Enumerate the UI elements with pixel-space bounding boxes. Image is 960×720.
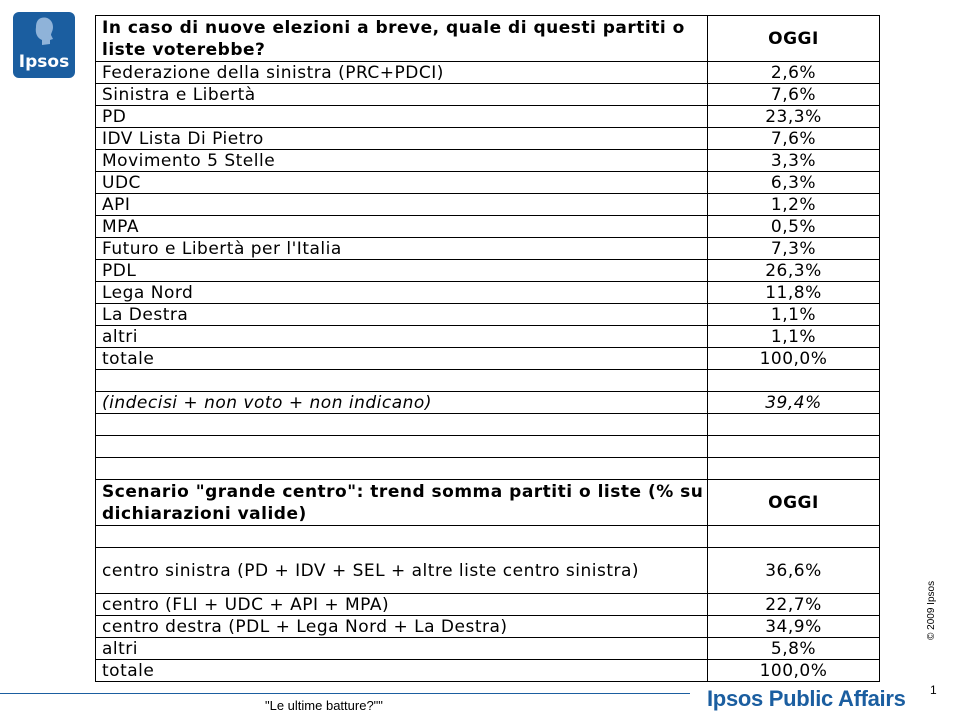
row-value: 11,8% bbox=[708, 282, 880, 304]
row-value: 100,0% bbox=[708, 348, 880, 370]
row-value: 36,6% bbox=[708, 548, 880, 594]
row-label: UDC bbox=[96, 172, 708, 194]
row-label: PD bbox=[96, 106, 708, 128]
table-row bbox=[96, 548, 880, 594]
table-row-total bbox=[96, 348, 880, 370]
table1-column-header: OGGI bbox=[708, 16, 880, 62]
row-label: Federazione della sinistra (PRC+PDCI) bbox=[96, 62, 708, 84]
empty-row bbox=[96, 526, 880, 548]
row-label: PDL bbox=[96, 260, 708, 282]
table-row bbox=[96, 616, 880, 638]
row-value: 7,3% bbox=[708, 238, 880, 260]
table-row bbox=[96, 84, 880, 106]
row-label: IDV Lista Di Pietro bbox=[96, 128, 708, 150]
table-row bbox=[96, 150, 880, 172]
table-row bbox=[96, 638, 880, 660]
row-value: 5,8% bbox=[708, 638, 880, 660]
table-row bbox=[96, 260, 880, 282]
head-profile-icon bbox=[33, 16, 55, 46]
row-value: 3,3% bbox=[708, 150, 880, 172]
row-label: La Destra bbox=[96, 304, 708, 326]
row-label: centro destra (PDL + Lega Nord + La Destra) bbox=[96, 616, 708, 638]
row-value: 1,2% bbox=[708, 194, 880, 216]
table-row bbox=[96, 304, 880, 326]
table-row-total bbox=[96, 660, 880, 682]
footer-title: "Le ultime batture?"" bbox=[265, 698, 383, 713]
table-row bbox=[96, 216, 880, 238]
row-label: totale bbox=[96, 348, 708, 370]
undecided-row bbox=[96, 392, 880, 414]
row-value: 2,6% bbox=[708, 62, 880, 84]
table1-header-row bbox=[96, 16, 880, 62]
row-value: 7,6% bbox=[708, 84, 880, 106]
undecided-value: 39,4% bbox=[708, 392, 880, 414]
copyright-notice: © 2009 Ipsos bbox=[926, 580, 937, 640]
page-number: 1 bbox=[930, 683, 937, 697]
table-row bbox=[96, 62, 880, 84]
row-value: 26,3% bbox=[708, 260, 880, 282]
empty-row bbox=[96, 458, 880, 480]
row-label: MPA bbox=[96, 216, 708, 238]
brand-name: Ipsos Public Affairs bbox=[707, 686, 906, 711]
table2-question: Scenario "grande centro": trend somma partiti o liste (% su dichiarazioni valide) bbox=[96, 480, 708, 526]
empty-row bbox=[96, 370, 880, 392]
table-row bbox=[96, 282, 880, 304]
row-label: Futuro e Libertà per l'Italia bbox=[96, 238, 708, 260]
row-value: 23,3% bbox=[708, 106, 880, 128]
table2-column-header: OGGI bbox=[708, 480, 880, 526]
row-label: totale bbox=[96, 660, 708, 682]
row-value: 1,1% bbox=[708, 326, 880, 348]
row-value: 34,9% bbox=[708, 616, 880, 638]
row-value: 100,0% bbox=[708, 660, 880, 682]
row-value: 7,6% bbox=[708, 128, 880, 150]
table1-question: In caso di nuove elezioni a breve, quale di questi partiti o liste voterebbe? bbox=[96, 16, 708, 62]
row-label: API bbox=[96, 194, 708, 216]
row-label: centro (FLI + UDC + API + MPA) bbox=[96, 594, 708, 616]
logo-text: Ipsos bbox=[18, 52, 70, 72]
row-value: 6,3% bbox=[708, 172, 880, 194]
row-label: altri bbox=[96, 638, 708, 660]
row-label: Sinistra e Libertà bbox=[96, 84, 708, 106]
empty-row bbox=[96, 436, 880, 458]
table-row bbox=[96, 326, 880, 348]
row-label: Movimento 5 Stelle bbox=[96, 150, 708, 172]
table2-header-row bbox=[96, 480, 880, 526]
poll-table bbox=[95, 15, 880, 682]
row-label: altri bbox=[96, 326, 708, 348]
ipsos-logo bbox=[13, 12, 75, 78]
row-value: 1,1% bbox=[708, 304, 880, 326]
row-label: centro sinistra (PD + IDV + SEL + altre liste centro sinistra) bbox=[96, 548, 708, 594]
table-row bbox=[96, 594, 880, 616]
row-value: 22,7% bbox=[708, 594, 880, 616]
table-row bbox=[96, 194, 880, 216]
footer-divider bbox=[0, 693, 690, 694]
table-row bbox=[96, 106, 880, 128]
table-row bbox=[96, 128, 880, 150]
undecided-label: (indecisi + non voto + non indicano) bbox=[96, 392, 708, 414]
table-row bbox=[96, 172, 880, 194]
table-row bbox=[96, 238, 880, 260]
row-value: 0,5% bbox=[708, 216, 880, 238]
empty-row bbox=[96, 414, 880, 436]
row-label: Lega Nord bbox=[96, 282, 708, 304]
